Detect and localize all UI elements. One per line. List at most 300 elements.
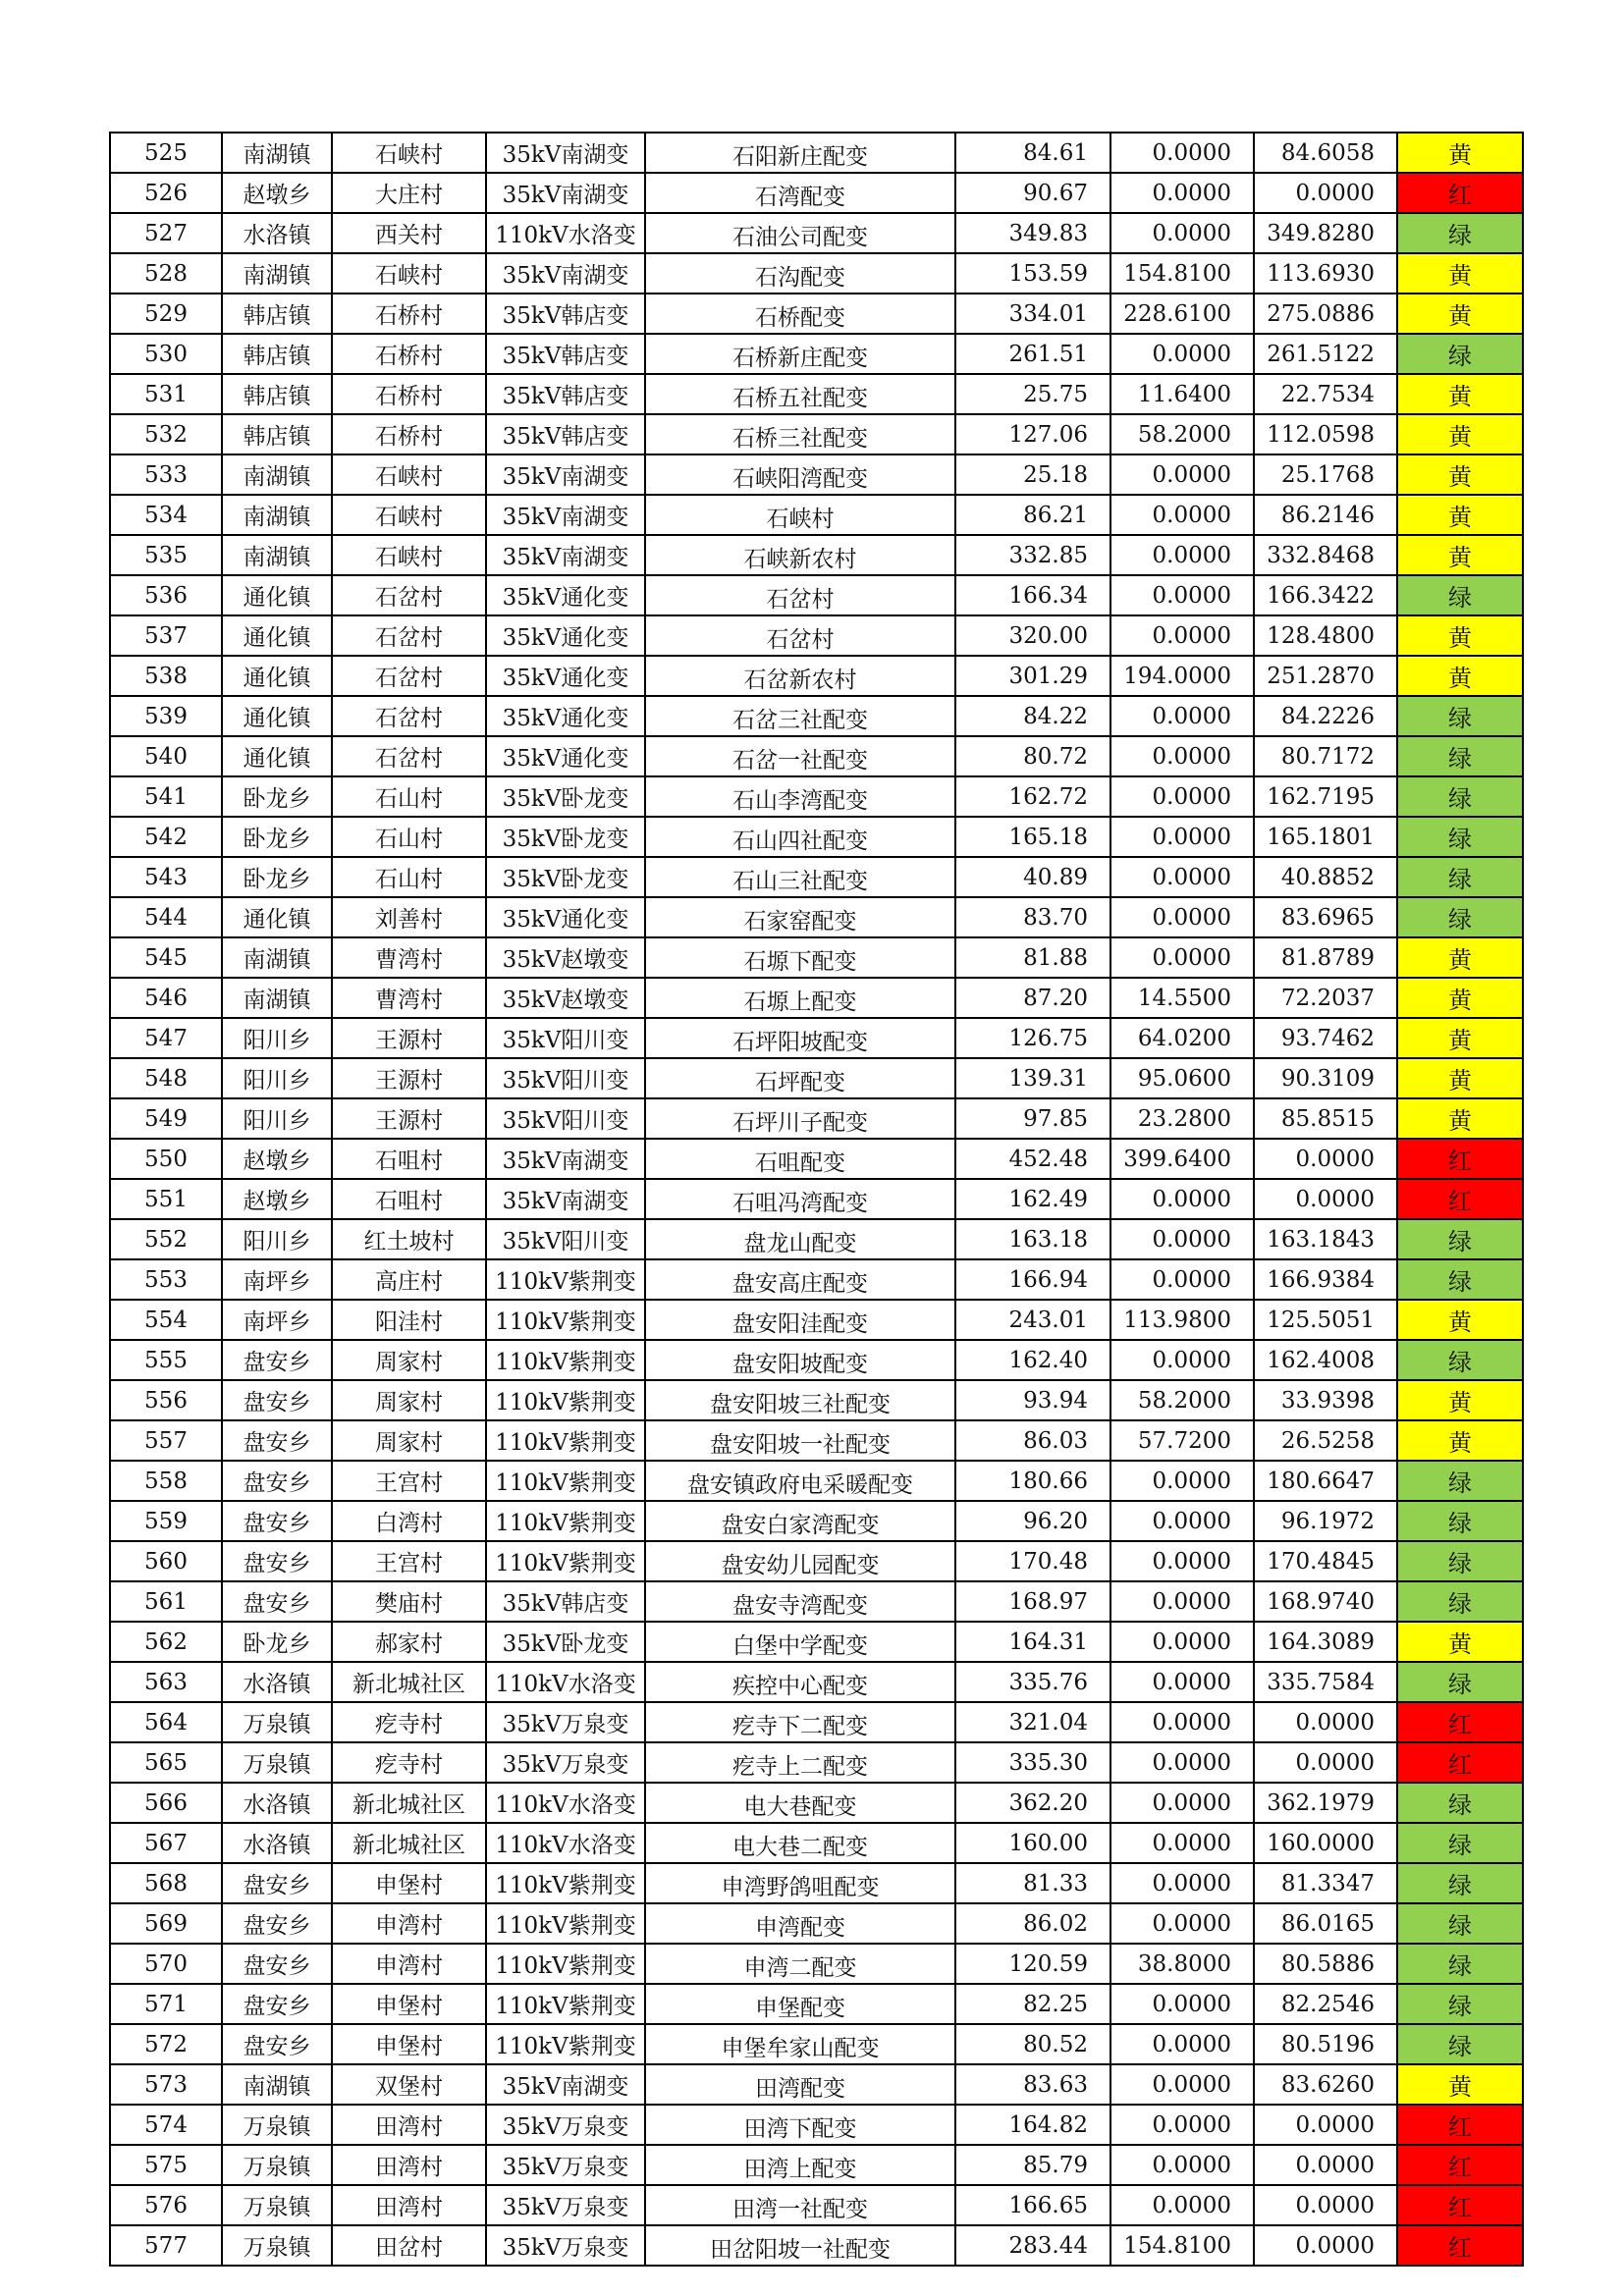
value-3-cell: 84.6058: [1254, 133, 1397, 173]
table-row: [110, 615, 1523, 656]
town-cell: 卧龙乡: [222, 776, 332, 817]
town-cell: 南湖镇: [222, 133, 332, 173]
value-2-cell: 0.0000: [1110, 495, 1254, 535]
value-3-cell: 96.1972: [1254, 1501, 1397, 1541]
value-3-cell: 83.6965: [1254, 897, 1397, 937]
table-row: [110, 736, 1523, 776]
row-number-cell: 530: [110, 334, 222, 374]
row-number-cell: 551: [110, 1179, 222, 1219]
value-2-cell: 0.0000: [1110, 937, 1254, 978]
status-cell: 黄: [1397, 615, 1523, 656]
value-2-cell: 0.0000: [1110, 1903, 1254, 1944]
status-cell: 黄: [1397, 2064, 1523, 2105]
substation-cell: 35kV南湖变: [486, 1139, 645, 1179]
transformer-name-cell: 石岔三社配变: [645, 696, 955, 736]
status-cell: 绿: [1397, 1944, 1523, 1984]
table-row: [110, 173, 1523, 213]
transformer-name-cell: 田湾配变: [645, 2064, 955, 2105]
table-row: [110, 897, 1523, 937]
status-cell: 黄: [1397, 133, 1523, 173]
value-2-cell: 0.0000: [1110, 1662, 1254, 1702]
status-cell: 绿: [1397, 776, 1523, 817]
value-1-cell: 85.79: [955, 2145, 1110, 2185]
value-1-cell: 166.65: [955, 2185, 1110, 2225]
town-cell: 盘安乡: [222, 1903, 332, 1944]
town-cell: 南坪乡: [222, 1300, 332, 1340]
table-row: [110, 1139, 1523, 1179]
value-1-cell: 86.02: [955, 1903, 1110, 1944]
table-row: [110, 1863, 1523, 1903]
village-cell: 石咀村: [332, 1179, 486, 1219]
town-cell: 万泉镇: [222, 2105, 332, 2145]
village-cell: 田湾村: [332, 2105, 486, 2145]
value-1-cell: 90.67: [955, 173, 1110, 213]
substation-cell: 110kV紫荆变: [486, 1461, 645, 1501]
row-number-cell: 535: [110, 535, 222, 575]
village-cell: 阳洼村: [332, 1300, 486, 1340]
value-2-cell: 0.0000: [1110, 1702, 1254, 1742]
value-1-cell: 40.89: [955, 857, 1110, 897]
village-cell: 石峡村: [332, 133, 486, 173]
table-row: [110, 334, 1523, 374]
substation-cell: 35kV万泉变: [486, 2105, 645, 2145]
status-cell: 绿: [1397, 1581, 1523, 1622]
table-row: [110, 2024, 1523, 2064]
town-cell: 通化镇: [222, 656, 332, 696]
substation-cell: 35kV卧龙变: [486, 857, 645, 897]
village-cell: 双堡村: [332, 2064, 486, 2105]
village-cell: 周家村: [332, 1340, 486, 1380]
substation-cell: 35kV赵墩变: [486, 978, 645, 1018]
transformer-name-cell: 石咀冯湾配变: [645, 1179, 955, 1219]
value-3-cell: 22.7534: [1254, 374, 1397, 414]
village-cell: 红土坡村: [332, 1219, 486, 1259]
village-cell: 王宫村: [332, 1461, 486, 1501]
value-1-cell: 334.01: [955, 294, 1110, 334]
transformer-name-cell: 石山李湾配变: [645, 776, 955, 817]
status-cell: 绿: [1397, 1783, 1523, 1823]
value-3-cell: 335.7584: [1254, 1662, 1397, 1702]
transformer-name-cell: 石桥配变: [645, 294, 955, 334]
status-cell: 绿: [1397, 1340, 1523, 1380]
transformer-name-cell: 盘安阳坡配变: [645, 1340, 955, 1380]
status-cell: 绿: [1397, 696, 1523, 736]
substation-cell: 110kV水洛变: [486, 1662, 645, 1702]
value-2-cell: 0.0000: [1110, 1259, 1254, 1300]
value-3-cell: 0.0000: [1254, 2105, 1397, 2145]
town-cell: 阳川乡: [222, 1098, 332, 1139]
village-cell: 周家村: [332, 1380, 486, 1420]
status-cell: 黄: [1397, 495, 1523, 535]
value-3-cell: 125.5051: [1254, 1300, 1397, 1340]
transformer-name-cell: 电大巷配变: [645, 1783, 955, 1823]
substation-cell: 35kV卧龙变: [486, 776, 645, 817]
value-1-cell: 168.97: [955, 1581, 1110, 1622]
value-1-cell: 452.48: [955, 1139, 1110, 1179]
value-1-cell: 283.44: [955, 2225, 1110, 2266]
row-number-cell: 540: [110, 736, 222, 776]
status-cell: 黄: [1397, 454, 1523, 495]
substation-cell: 35kV万泉变: [486, 2145, 645, 2185]
town-cell: 南湖镇: [222, 535, 332, 575]
value-3-cell: 0.0000: [1254, 2185, 1397, 2225]
value-2-cell: 0.0000: [1110, 1984, 1254, 2024]
substation-cell: 35kV通化变: [486, 897, 645, 937]
value-2-cell: 0.0000: [1110, 615, 1254, 656]
value-1-cell: 84.61: [955, 133, 1110, 173]
value-2-cell: 0.0000: [1110, 696, 1254, 736]
substation-cell: 35kV南湖变: [486, 253, 645, 294]
table-row: [110, 575, 1523, 615]
table-row: [110, 1018, 1523, 1058]
town-cell: 通化镇: [222, 736, 332, 776]
town-cell: 南湖镇: [222, 2064, 332, 2105]
town-cell: 盘安乡: [222, 1863, 332, 1903]
value-1-cell: 160.00: [955, 1823, 1110, 1863]
table-row: [110, 454, 1523, 495]
value-2-cell: 0.0000: [1110, 2185, 1254, 2225]
substation-cell: 35kV通化变: [486, 656, 645, 696]
row-number-cell: 555: [110, 1340, 222, 1380]
status-cell: 绿: [1397, 1903, 1523, 1944]
town-cell: 万泉镇: [222, 2185, 332, 2225]
substation-cell: 35kV通化变: [486, 736, 645, 776]
village-cell: 王源村: [332, 1098, 486, 1139]
value-2-cell: 0.0000: [1110, 535, 1254, 575]
table-row: [110, 1300, 1523, 1340]
row-number-cell: 527: [110, 213, 222, 253]
town-cell: 水洛镇: [222, 1823, 332, 1863]
table-row: [110, 2064, 1523, 2105]
value-3-cell: 170.4845: [1254, 1541, 1397, 1581]
transformer-name-cell: 石桥五社配变: [645, 374, 955, 414]
value-1-cell: 82.25: [955, 1984, 1110, 2024]
table-row: [110, 1823, 1523, 1863]
row-number-cell: 575: [110, 2145, 222, 2185]
town-cell: 盘安乡: [222, 1541, 332, 1581]
value-2-cell: 228.6100: [1110, 294, 1254, 334]
value-3-cell: 26.5258: [1254, 1420, 1397, 1461]
town-cell: 南湖镇: [222, 253, 332, 294]
transformer-name-cell: 石山三社配变: [645, 857, 955, 897]
value-3-cell: 332.8468: [1254, 535, 1397, 575]
value-3-cell: 113.6930: [1254, 253, 1397, 294]
village-cell: 石岔村: [332, 575, 486, 615]
value-1-cell: 166.34: [955, 575, 1110, 615]
status-cell: 绿: [1397, 1259, 1523, 1300]
value-1-cell: 166.94: [955, 1259, 1110, 1300]
transformer-name-cell: 石岔新农村: [645, 656, 955, 696]
value-2-cell: 11.6400: [1110, 374, 1254, 414]
status-cell: 红: [1397, 1139, 1523, 1179]
value-2-cell: 399.6400: [1110, 1139, 1254, 1179]
value-3-cell: 0.0000: [1254, 1742, 1397, 1783]
village-cell: 石山村: [332, 817, 486, 857]
value-3-cell: 86.2146: [1254, 495, 1397, 535]
substation-cell: 110kV紫荆变: [486, 1420, 645, 1461]
table-row: [110, 535, 1523, 575]
status-cell: 绿: [1397, 1823, 1523, 1863]
transformer-table: [109, 132, 1524, 2267]
table-row: [110, 253, 1523, 294]
village-cell: 疙寺村: [332, 1702, 486, 1742]
value-1-cell: 80.52: [955, 2024, 1110, 2064]
row-number-cell: 563: [110, 1662, 222, 1702]
value-3-cell: 33.9398: [1254, 1380, 1397, 1420]
transformer-name-cell: 石湾配变: [645, 173, 955, 213]
value-3-cell: 0.0000: [1254, 173, 1397, 213]
value-2-cell: 0.0000: [1110, 2064, 1254, 2105]
status-cell: 黄: [1397, 937, 1523, 978]
village-cell: 新北城社区: [332, 1662, 486, 1702]
value-3-cell: 0.0000: [1254, 2145, 1397, 2185]
status-cell: 绿: [1397, 1461, 1523, 1501]
row-number-cell: 531: [110, 374, 222, 414]
row-number-cell: 576: [110, 2185, 222, 2225]
row-number-cell: 554: [110, 1300, 222, 1340]
value-3-cell: 90.3109: [1254, 1058, 1397, 1098]
status-cell: 绿: [1397, 2024, 1523, 2064]
village-cell: 石峡村: [332, 535, 486, 575]
table-row: [110, 1783, 1523, 1823]
town-cell: 卧龙乡: [222, 1622, 332, 1662]
substation-cell: 35kV万泉变: [486, 2185, 645, 2225]
value-1-cell: 86.21: [955, 495, 1110, 535]
village-cell: 田湾村: [332, 2145, 486, 2185]
value-3-cell: 72.2037: [1254, 978, 1397, 1018]
status-cell: 黄: [1397, 253, 1523, 294]
value-1-cell: 162.72: [955, 776, 1110, 817]
table-row: [110, 1903, 1523, 1944]
village-cell: 申湾村: [332, 1903, 486, 1944]
transformer-name-cell: 盘安白家湾配变: [645, 1501, 955, 1541]
value-2-cell: 154.8100: [1110, 2225, 1254, 2266]
town-cell: 韩店镇: [222, 374, 332, 414]
status-cell: 黄: [1397, 1380, 1523, 1420]
status-cell: 红: [1397, 1702, 1523, 1742]
row-number-cell: 539: [110, 696, 222, 736]
table-row: [110, 776, 1523, 817]
transformer-name-cell: 石岔村: [645, 575, 955, 615]
value-3-cell: 275.0886: [1254, 294, 1397, 334]
town-cell: 盘安乡: [222, 1380, 332, 1420]
status-cell: 绿: [1397, 1541, 1523, 1581]
row-number-cell: 567: [110, 1823, 222, 1863]
transformer-name-cell: 盘安阳坡一社配变: [645, 1420, 955, 1461]
status-cell: 红: [1397, 1179, 1523, 1219]
village-cell: 王宫村: [332, 1541, 486, 1581]
substation-cell: 35kV阳川变: [486, 1219, 645, 1259]
value-3-cell: 165.1801: [1254, 817, 1397, 857]
transformer-name-cell: 石咀配变: [645, 1139, 955, 1179]
substation-cell: 110kV紫荆变: [486, 1903, 645, 1944]
status-cell: 黄: [1397, 656, 1523, 696]
table-row: [110, 857, 1523, 897]
value-1-cell: 83.63: [955, 2064, 1110, 2105]
substation-cell: 110kV紫荆变: [486, 1259, 645, 1300]
value-3-cell: 349.8280: [1254, 213, 1397, 253]
village-cell: 田湾村: [332, 2185, 486, 2225]
row-number-cell: 532: [110, 414, 222, 454]
village-cell: 高庄村: [332, 1259, 486, 1300]
value-3-cell: 160.0000: [1254, 1823, 1397, 1863]
transformer-name-cell: 石沟配变: [645, 253, 955, 294]
value-2-cell: 0.0000: [1110, 1461, 1254, 1501]
transformer-name-cell: 石塬上配变: [645, 978, 955, 1018]
value-1-cell: 153.59: [955, 253, 1110, 294]
town-cell: 南湖镇: [222, 495, 332, 535]
village-cell: 周家村: [332, 1420, 486, 1461]
row-number-cell: 533: [110, 454, 222, 495]
row-number-cell: 552: [110, 1219, 222, 1259]
status-cell: 红: [1397, 2185, 1523, 2225]
value-2-cell: 0.0000: [1110, 736, 1254, 776]
value-2-cell: 0.0000: [1110, 897, 1254, 937]
transformer-name-cell: 石坪阳坡配变: [645, 1018, 955, 1058]
transformer-name-cell: 石坪配变: [645, 1058, 955, 1098]
value-3-cell: 180.6647: [1254, 1461, 1397, 1501]
value-1-cell: 301.29: [955, 656, 1110, 696]
row-number-cell: 549: [110, 1098, 222, 1139]
transformer-name-cell: 石塬下配变: [645, 937, 955, 978]
village-cell: 郝家村: [332, 1622, 486, 1662]
value-3-cell: 82.2546: [1254, 1984, 1397, 2024]
substation-cell: 35kV阳川变: [486, 1018, 645, 1058]
row-number-cell: 543: [110, 857, 222, 897]
value-1-cell: 320.00: [955, 615, 1110, 656]
table-row: [110, 495, 1523, 535]
transformer-name-cell: 石家窑配变: [645, 897, 955, 937]
row-number-cell: 553: [110, 1259, 222, 1300]
value-1-cell: 126.75: [955, 1018, 1110, 1058]
value-1-cell: 164.82: [955, 2105, 1110, 2145]
substation-cell: 35kV南湖变: [486, 535, 645, 575]
value-2-cell: 58.2000: [1110, 414, 1254, 454]
row-number-cell: 574: [110, 2105, 222, 2145]
town-cell: 南湖镇: [222, 937, 332, 978]
substation-cell: 35kV卧龙变: [486, 1622, 645, 1662]
value-2-cell: 0.0000: [1110, 817, 1254, 857]
row-number-cell: 528: [110, 253, 222, 294]
table-row: [110, 1058, 1523, 1098]
substation-cell: 110kV紫荆变: [486, 1541, 645, 1581]
row-number-cell: 556: [110, 1380, 222, 1420]
status-cell: 绿: [1397, 1984, 1523, 2024]
town-cell: 阳川乡: [222, 1219, 332, 1259]
table-row: [110, 213, 1523, 253]
substation-cell: 35kV阳川变: [486, 1058, 645, 1098]
table-row: [110, 1944, 1523, 1984]
table-row: [110, 1742, 1523, 1783]
table-row: [110, 2225, 1523, 2266]
row-number-cell: 571: [110, 1984, 222, 2024]
table-row: [110, 374, 1523, 414]
value-2-cell: 0.0000: [1110, 1340, 1254, 1380]
status-cell: 绿: [1397, 897, 1523, 937]
table-row: [110, 2145, 1523, 2185]
status-cell: 绿: [1397, 1219, 1523, 1259]
transformer-name-cell: 盘安寺湾配变: [645, 1581, 955, 1622]
value-1-cell: 163.18: [955, 1219, 1110, 1259]
value-1-cell: 261.51: [955, 334, 1110, 374]
transformer-name-cell: 石油公司配变: [645, 213, 955, 253]
village-cell: 白湾村: [332, 1501, 486, 1541]
table-row: [110, 1541, 1523, 1581]
value-1-cell: 120.59: [955, 1944, 1110, 1984]
village-cell: 石岔村: [332, 615, 486, 656]
transformer-name-cell: 申堡牟家山配变: [645, 2024, 955, 2064]
village-cell: 石峡村: [332, 253, 486, 294]
value-1-cell: 96.20: [955, 1501, 1110, 1541]
transformer-name-cell: 石桥新庄配变: [645, 334, 955, 374]
row-number-cell: 526: [110, 173, 222, 213]
value-2-cell: 0.0000: [1110, 1742, 1254, 1783]
town-cell: 阳川乡: [222, 1018, 332, 1058]
substation-cell: 110kV紫荆变: [486, 1863, 645, 1903]
transformer-name-cell: 石峡村: [645, 495, 955, 535]
row-number-cell: 560: [110, 1541, 222, 1581]
transformer-name-cell: 盘安阳洼配变: [645, 1300, 955, 1340]
town-cell: 盘安乡: [222, 1581, 332, 1622]
transformer-name-cell: 田湾下配变: [645, 2105, 955, 2145]
town-cell: 通化镇: [222, 696, 332, 736]
table-row: [110, 817, 1523, 857]
town-cell: 盘安乡: [222, 1984, 332, 2024]
value-3-cell: 40.8852: [1254, 857, 1397, 897]
table-row: [110, 414, 1523, 454]
village-cell: 王源村: [332, 1058, 486, 1098]
substation-cell: 110kV紫荆变: [486, 1300, 645, 1340]
value-3-cell: 86.0165: [1254, 1903, 1397, 1944]
value-2-cell: 194.0000: [1110, 656, 1254, 696]
value-1-cell: 335.76: [955, 1662, 1110, 1702]
table-row: [110, 1461, 1523, 1501]
value-1-cell: 87.20: [955, 978, 1110, 1018]
transformer-name-cell: 盘安幼儿园配变: [645, 1541, 955, 1581]
status-cell: 黄: [1397, 294, 1523, 334]
village-cell: 新北城社区: [332, 1823, 486, 1863]
value-2-cell: 0.0000: [1110, 1783, 1254, 1823]
town-cell: 阳川乡: [222, 1058, 332, 1098]
value-2-cell: 154.8100: [1110, 253, 1254, 294]
substation-cell: 35kV南湖变: [486, 2064, 645, 2105]
value-3-cell: 362.1979: [1254, 1783, 1397, 1823]
value-1-cell: 162.40: [955, 1340, 1110, 1380]
row-number-cell: 550: [110, 1139, 222, 1179]
substation-cell: 110kV紫荆变: [486, 1944, 645, 1984]
town-cell: 盘安乡: [222, 2024, 332, 2064]
value-1-cell: 332.85: [955, 535, 1110, 575]
transformer-name-cell: 石桥三社配变: [645, 414, 955, 454]
substation-cell: 35kV阳川变: [486, 1098, 645, 1139]
row-number-cell: 573: [110, 2064, 222, 2105]
value-1-cell: 165.18: [955, 817, 1110, 857]
village-cell: 石咀村: [332, 1139, 486, 1179]
value-2-cell: 0.0000: [1110, 857, 1254, 897]
value-2-cell: 57.7200: [1110, 1420, 1254, 1461]
town-cell: 通化镇: [222, 897, 332, 937]
town-cell: 通化镇: [222, 615, 332, 656]
value-2-cell: 14.5500: [1110, 978, 1254, 1018]
town-cell: 盘安乡: [222, 1340, 332, 1380]
village-cell: 石桥村: [332, 334, 486, 374]
substation-cell: 35kV韩店变: [486, 374, 645, 414]
substation-cell: 35kV通化变: [486, 615, 645, 656]
town-cell: 韩店镇: [222, 414, 332, 454]
substation-cell: 35kV南湖变: [486, 133, 645, 173]
table-row: [110, 1622, 1523, 1662]
value-1-cell: 25.75: [955, 374, 1110, 414]
